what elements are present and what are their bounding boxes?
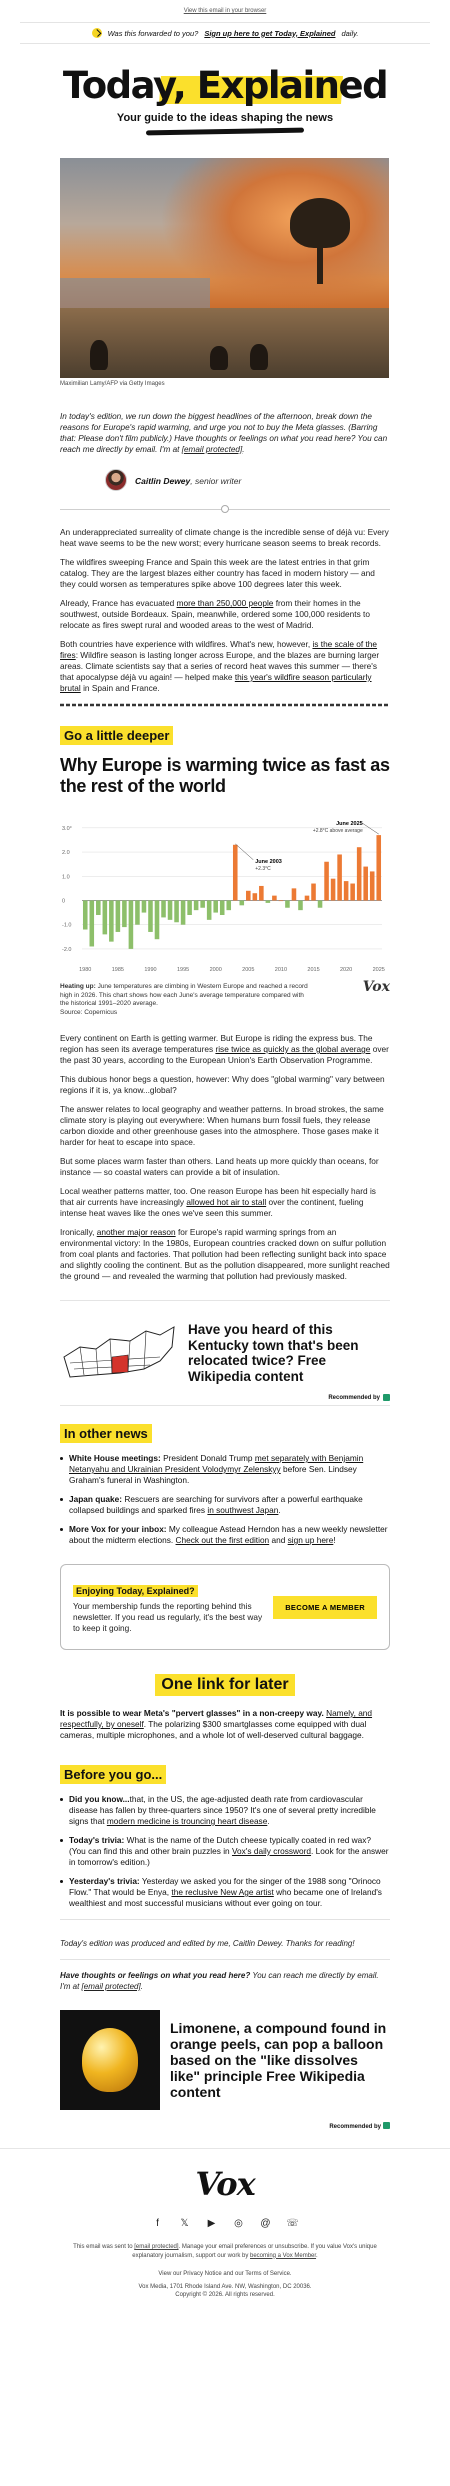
forwarded-prefix: Was this forwarded to you?: [107, 28, 199, 38]
chart-bar: [311, 884, 316, 901]
orange-peel-image: [60, 2010, 160, 2110]
chart-bar: [142, 900, 147, 912]
chart-annotation-value: +2.3°C: [255, 865, 271, 872]
chart-bar: [376, 835, 381, 900]
list-item: Today's trivia: What is the name of the Dutch cheese typically coated in red wax? (You can find this and other brain puzzles in Vox's daily crossword. Look for the answer in tomorrow's edition.): [60, 1835, 390, 1868]
masthead-title: [63, 64, 387, 107]
chart-x-tick-label: 2000: [209, 967, 222, 973]
become-member-button[interactable]: BECOME A MEMBER: [273, 1596, 377, 1619]
author-name: Caitlin Dewey: [135, 476, 191, 486]
membership-text: Your membership funds the reporting behind this newsletter. If you read us regularly, it's the best way to keep it going.: [73, 1600, 263, 1633]
chart-annotation-value: +2.8°C above average: [312, 828, 363, 835]
recommender-logo-icon: [383, 2122, 390, 2129]
chart-bar: [226, 900, 231, 910]
list-item: Japan quake: Rescuers are searching for survivors after a powerful earthquake collapsed buildings and sparked fires in southwest Japan.: [60, 1494, 390, 1516]
promo-title: Have you heard of this Kentucky town that's been relocated twice? Free Wikipedia content: [188, 1322, 359, 1384]
chart-bar: [292, 888, 297, 900]
chart-y-tick-label: -1.0: [62, 922, 72, 929]
chart-x-tick-label: 2015: [307, 967, 320, 973]
chart-x-tick-label: 1990: [144, 967, 157, 973]
signup-newsletter-link[interactable]: sign up here: [287, 1535, 334, 1545]
masthead-title-plain: Today,: [62, 64, 186, 107]
lede-paragraph-1: An underappreciated surreality of climate change is the incredible sense of déjà vu: Every heat wave seems to be the new worst; every hurricane season seems to break records.: [60, 527, 389, 548]
hero-image: [60, 158, 389, 378]
chart-bar: [298, 900, 303, 910]
chart-x-tick-label: 1995: [176, 967, 190, 973]
chart-bar: [213, 900, 218, 912]
facebook-icon[interactable]: f: [156, 2217, 159, 2229]
view-in-browser-link[interactable]: View this email in your browser: [183, 8, 267, 14]
news-section-head: In other news: [60, 1424, 152, 1443]
deeper-section-head: Go a little deeper: [60, 726, 173, 745]
chart-annotation-title: June 2025: [336, 821, 363, 828]
section-divider: [60, 505, 390, 513]
signup-link[interactable]: Sign up here to get Today, Explained: [204, 28, 336, 38]
hot-air-link[interactable]: allowed hot air to stall: [186, 1197, 267, 1207]
chart-bar: [135, 900, 140, 924]
chart-bar: [337, 854, 342, 900]
chart-bar: [246, 891, 251, 901]
chart-bar: [181, 900, 186, 924]
wildfire-season-link[interactable]: this year's wildfire season particularly brutal: [60, 672, 372, 693]
lede-paragraph-2: The wildfires sweeping France and Spain this week are the latest entries in that grim catalog. They are the largest blazes either country has faced in modern history — and they could worsen as temperatures spike above 100 degrees later this week.: [60, 557, 375, 589]
deeper-body: Every continent on Earth is getting warmer. But Europe is riding the express bus. The region has seen its average temperatures rise twice as quickly as the global average over the past 30 years, according to the European Union's Earth Observation Programme. This dubious honor begs a question, however: Why does "global warming" vary between regions if it is, ya know...global? The answer relates to local geography and weather patterns. In broad strokes, the same climate story is playing out everywhere: When humans burn fossil fuels, they release carbon dioxide and other greenhouse gases into the atmosphere. Those gases make it harder for heat to escape into space. But some places warm faster than others. Land heats up more quickly than oceans, for instance — so coastal waters can provide a bit of insulation. Local weather patterns matter, too. One reason Europe has been hit especially hard is that air currents have increasingly allowed hot air to stall over the continent, fueling intense heat waves like the ones we've seen this summer. Ironically, another major reason for Europe's rapid warming springs from an environmental victory: In the 1980s, European countries cracked down on sulfur pollution from coal plants and factories. That pollution had been reflecting sunlight back into space and slightly cooling the continent. But as the pollution disappeared, more sunlight reached the ground — and revealed the warming that pollution had previously masked.: [60, 1033, 390, 1281]
chart-bar: [129, 900, 134, 948]
chart-bar: [207, 900, 212, 919]
chart-bar: [83, 900, 88, 929]
sponsored-promo-kentucky[interactable]: [60, 1300, 390, 1406]
chart-bar: [116, 900, 121, 931]
social-links: [0, 2217, 450, 2229]
chart-bar: [357, 847, 362, 900]
footer-privacy[interactable]: View our Privacy Notice and our Terms of Service.: [158, 2271, 292, 2277]
chart-bar: [194, 900, 199, 910]
youtube-icon[interactable]: ▶: [207, 2217, 216, 2229]
chart-bar: [103, 900, 108, 934]
chart-bar: [350, 884, 355, 901]
promo-title: Limonene, a compound found in orange peels, can pop a balloon based on the "like dissolves like" principle Free Wikipedia content: [170, 2020, 387, 2100]
chart-bar: [187, 900, 192, 915]
footer: [0, 2148, 450, 2322]
masthead-title-highlight: Explained: [196, 64, 388, 107]
chart-y-tick-label: 1.0: [62, 874, 70, 881]
chart-bar: [279, 900, 284, 901]
news-link[interactable]: Check out the first edition: [175, 1535, 270, 1545]
chart-bar: [272, 896, 277, 901]
become-member-link[interactable]: becoming a Vox Member: [250, 2252, 317, 2259]
lede-paragraph-3: Already, France has evacuated more than 250,000 people from their homes in the southwest, outside Bordeaux. Spain, meanwhile, ordered some 100,000 residents to relocate as fires swept rural and wooded areas to the west of Madrid.: [60, 598, 370, 630]
news-link[interactable]: met separately with Benjamin Netanyahu and Ukrainian President Volodymyr Zelenskyy: [69, 1453, 364, 1474]
temperature-chart: [60, 815, 390, 977]
chart-bar: [363, 867, 368, 901]
chart-x-tick-label: 2025: [372, 967, 385, 973]
hero-credit: Maximilian Lamy/AFP via Getty Images: [60, 381, 165, 387]
chart-bar: [370, 871, 375, 900]
chart-caption-text: June temperatures are climbing in Western Europe and reached a record high in 2026. This chart shows how each June's average temperature compared with the historical 1991–2020 average.: [60, 983, 308, 1007]
recommended-by: Recommended by: [60, 2122, 390, 2130]
chart-bar: [253, 893, 258, 900]
chart-bar: [200, 900, 205, 907]
chart-x-tick-label: 2020: [340, 967, 353, 973]
deeper-headline: Why Europe is warming twice as fast as the rest of the world: [60, 755, 390, 796]
chart-bar: [324, 862, 329, 901]
divider: [60, 1919, 390, 1920]
threads-icon[interactable]: @: [260, 2217, 271, 2229]
one-link-head: One link for later: [0, 1674, 450, 1696]
masthead-tagline: Your guide to the ideas shaping the news: [116, 112, 334, 124]
chart-bar: [331, 879, 336, 901]
chart-bar: [305, 896, 310, 901]
before-you-go-head: Before you go...: [60, 1765, 166, 1784]
lede-paragraph-4: Both countries have experience with wildfires. What's new, however, is the scale of the fires: Wildfire season is lasting longer across Europe, and the blazes are burning larger areas. Climate scientists say that a series of record heat waves this summer — there's that apocalypse déjà vu again! — helped make this year's wildfire season particularly brutal in Spain and France.: [60, 639, 380, 693]
membership-title: Enjoying Today, Explained?: [73, 1585, 198, 1597]
evacuation-link[interactable]: more than 250,000 people: [176, 598, 274, 608]
vox-logo-small: Vox: [362, 979, 390, 995]
author-byline: [105, 467, 450, 493]
chart-y-tick-label: 0: [62, 898, 66, 905]
instagram-icon[interactable]: ◎: [234, 2217, 243, 2229]
list-item: More Vox for your inbox: My colleague Astead Herndon has a new weekly newsletter about the midterm elections. Check out the first edition and sign up here!: [60, 1524, 390, 1546]
news-link[interactable]: in southwest Japan: [207, 1505, 279, 1515]
vox-logo[interactable]: Vox: [195, 2165, 255, 2203]
chart-bar: [266, 900, 271, 902]
chart-bar: [220, 900, 225, 915]
avatar: [105, 469, 127, 491]
enya-link[interactable]: the reclusive New Age artist: [171, 1887, 274, 1897]
lede-section: [60, 527, 390, 694]
chart-bar: [161, 900, 166, 917]
chart-x-tick-label: 1985: [111, 967, 124, 973]
pointing-hand-icon: [92, 28, 102, 38]
closing-note: Today's edition was produced and edited by me, Caitlin Dewey. Thanks for reading!: [60, 1939, 355, 1948]
recommended-by: Recommended by: [328, 1394, 390, 1401]
chart-bar: [148, 900, 153, 931]
forwarded-suffix: daily.: [341, 28, 359, 38]
whatsapp-icon[interactable]: ☏: [286, 2217, 299, 2229]
chart-bar: [168, 900, 173, 919]
before-you-go-list: [60, 1794, 390, 1909]
fire-scale-link[interactable]: is the scale of the fires: [60, 639, 378, 660]
chart-bar: [233, 845, 238, 901]
list-item: Did you know...that, in the US, the age-adjusted death rate from cardiovascular disease has fallen by three-quarters since 1950? It's one of several pretty incredible signs that modern medicine is trouncing heart disease.: [60, 1794, 390, 1827]
recommender-logo-icon: [383, 1394, 390, 1401]
forwarded-bar: [20, 22, 430, 44]
wave-divider: [60, 702, 390, 708]
crossword-link[interactable]: Vox's daily crossword: [231, 1846, 312, 1856]
intro-paragraph: In today's edition, we run down the biggest headlines of the afternoon, break down the reasons for Europe's rapid warming, and urge you not to buy the Meta glasses. (Barring that: Please don't film publicly.) Have thoughts or feelings on what you read here? You can reach me directly by email. I'm at [email protected].: [60, 412, 388, 454]
chart-y-tick-label: -2.0: [62, 946, 72, 953]
footer-email-link[interactable]: [email protected]: [134, 2244, 179, 2250]
chart-y-tick-label: 2.0: [62, 850, 70, 857]
chart-annotation-title: June 2003: [255, 858, 282, 865]
chart-caption-bold: Heating up:: [60, 983, 96, 990]
author-email-link[interactable]: [email protected]: [181, 445, 243, 454]
chart-source: Source: Copernicus: [60, 1008, 118, 1016]
one-link-item: It is possible to wear Meta's "pervert glasses" in a non-creepy way. Namely, and respectfully, by oneself. The polarizing $300 smartglasses come equipped with dual cameras, multiple microphones, and a whole lot of well-deserved cultural baggage.: [60, 1708, 373, 1740]
chart-bar: [174, 900, 179, 922]
chart-bar: [344, 881, 349, 900]
heart-disease-link[interactable]: modern medicine is trouncing heart disease: [106, 1816, 268, 1826]
sponsored-promo-limonene[interactable]: [60, 2002, 390, 2118]
chart-y-tick-label: 3.0°: [62, 825, 72, 832]
feedback-note: Have thoughts or feelings on what you read here? You can reach me directly by email. I'm at [email protected].: [60, 1971, 379, 1991]
major-reason-link[interactable]: another major reason: [96, 1227, 176, 1237]
membership-box: [60, 1564, 390, 1650]
chart-bar: [285, 900, 290, 907]
meta-glasses-link[interactable]: Namely, and respectfully, by oneself: [60, 1708, 373, 1729]
chart-bar: [259, 886, 264, 901]
chart-bar: [122, 900, 127, 927]
news-list: [60, 1453, 390, 1546]
chart-bar: [155, 900, 160, 939]
chart-bar: [96, 900, 101, 915]
chart-bar: [318, 900, 323, 907]
kentucky-map-image: [60, 1317, 178, 1389]
chart-caption: [60, 979, 390, 1017]
chart-x-tick-label: 1980: [79, 967, 92, 973]
warming-rate-link[interactable]: rise twice as quickly as the global average: [215, 1044, 371, 1054]
author-role: , senior writer: [190, 476, 242, 486]
chart-x-tick-label: 2010: [274, 967, 288, 973]
list-item: White House meetings: President Donald Trump met separately with Benjamin Netanyahu and Ukrainian President Volodymyr Zelenskyy before Sen. Lindsey Graham's funeral in Washington.: [60, 1453, 390, 1486]
chart-bar: [90, 900, 95, 946]
chart-svg: [60, 815, 390, 977]
list-item: Yesterday's trivia: Yesterday we asked you for the singer of the 1988 song "Orinoco Flow." That would be Enya, the reclusive New Age artist who became one of Ireland's wealthiest and most successful musicians without ever going on tour.: [60, 1876, 390, 1909]
chart-bar: [109, 900, 114, 941]
chart-bar: [240, 900, 245, 905]
chart-x-tick-label: 2005: [242, 967, 255, 973]
x-icon[interactable]: 𝕏: [180, 2217, 189, 2229]
footer-address: Vox Media, 1701 Rhode Island Ave. NW, Washington, DC 20036. Copyright © 2026. All rights reserved.: [138, 2283, 312, 2298]
footer-legal-text: This email was sent to [email protected]. Manage your email preferences or unsubscribe. If you value Vox's unique explanatory journalism, support our work by becoming a Vox Member.: [73, 2244, 377, 2259]
closing-email-link[interactable]: [email protected]: [81, 1982, 141, 1991]
divider: [60, 1959, 390, 1960]
